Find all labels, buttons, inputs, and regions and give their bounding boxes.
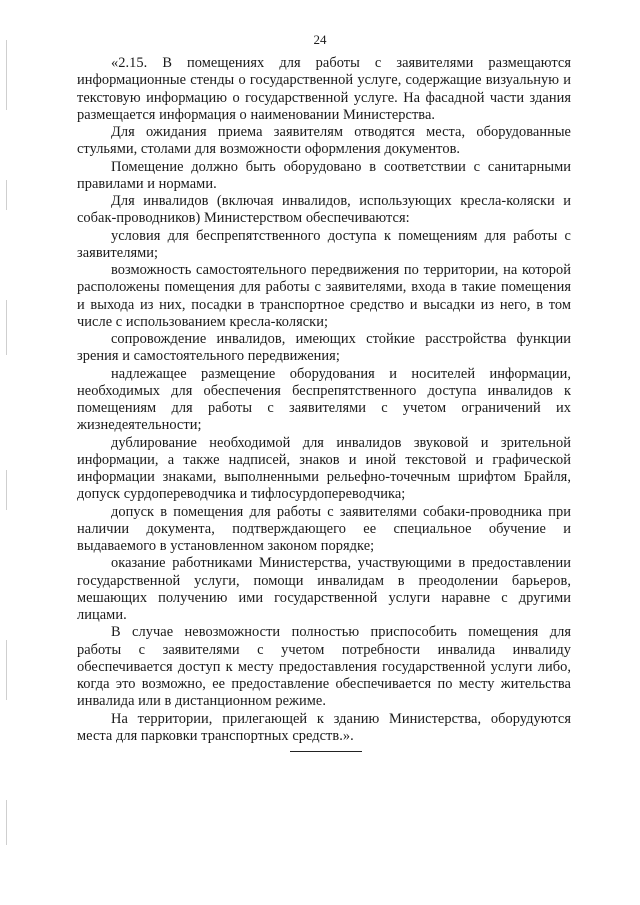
list-item-escort: сопровождение инвалидов, имеющих стойкие расстройства функции зрения и самостоятельного передвижения; <box>77 331 571 365</box>
paragraph-waiting-places: Для ожидания приема заявителям отводятся места, оборудованные стульями, столами для возможности оформления документов. <box>77 124 571 158</box>
closing-divider-line <box>290 751 362 752</box>
paragraph-sanitary-rules: Помещение должно быть оборудовано в соответствии с санитарными правилами и нормами. <box>77 158 571 192</box>
list-item-guide-dog: допуск в помещения для работы с заявителями собаки-проводника при наличии документа, подтверждающего ее специальное обучение и выдаваемого в установленном законом порядке; <box>77 503 571 554</box>
page-number: 24 <box>313 32 327 47</box>
list-item-unobstructed-access: условия для беспрепятственного доступа к помещениям для работы с заявителями; <box>77 227 571 261</box>
scan-margin-marks <box>6 0 10 905</box>
document-body <box>77 55 571 745</box>
list-item-equipment-placement: надлежащее размещение оборудования и носителей информации, необходимых для обеспечения беспрепятственного доступа инвалидов к помещениям для работы с заявителями с учетом ограничений их жизнедеятельности; <box>77 365 571 434</box>
list-item-staff-assistance: оказание работниками Министерства, участвующими в предоставлении государственной услуги, помощи инвалидам в преодолении барьеров, мешающих получению ими государственной услуги наравне с другими лицами. <box>77 555 571 623</box>
paragraph-disabled-provisions: Для инвалидов (включая инвалидов, использующих кресла-коляски и собак-проводников) Министерством обеспечиваются: <box>77 193 571 227</box>
paragraph-2-15-intro: «2.15. В помещениях для работы с заявителями размещаются информационные стенды о государственной услуге, содержащие визуальную и текстовую информацию о государственной услуге. На фасадной части здания размещается информация о наименовании Министерства. <box>77 55 571 123</box>
list-item-independent-movement: возможность самостоятельного передвижения по территории, на которой расположены помещения для работы с заявителями, входа в такие помещения и выхода из них, посадки в транспортное средство и высадки из него, в том числе с использованием кресла-коляски; <box>77 262 571 330</box>
paragraph-parking: На территории, прилегающей к зданию Министерства, оборудуются места для парковки транспортных средств.». <box>77 710 571 744</box>
list-item-braille-duplication: дублирование необходимой для инвалидов звуковой и зрительной информации, а также надписей, знаков и иной текстовой и графической информации знаками, выполненными рельефно-точечным шрифтом Брайля, допуск сурдопереводчика и тифлосурдопереводчика; <box>77 434 571 503</box>
paragraph-remote-service: В случае невозможности полностью приспособить помещения для работы с заявителями с учетом потребности инвалида инвалиду обеспечивается доступ к месту предоставления государственной услуги либо, когда это возможно, ее предоставление обеспечивается по месту жительства инвалида или в дистанционном режиме. <box>77 624 571 710</box>
